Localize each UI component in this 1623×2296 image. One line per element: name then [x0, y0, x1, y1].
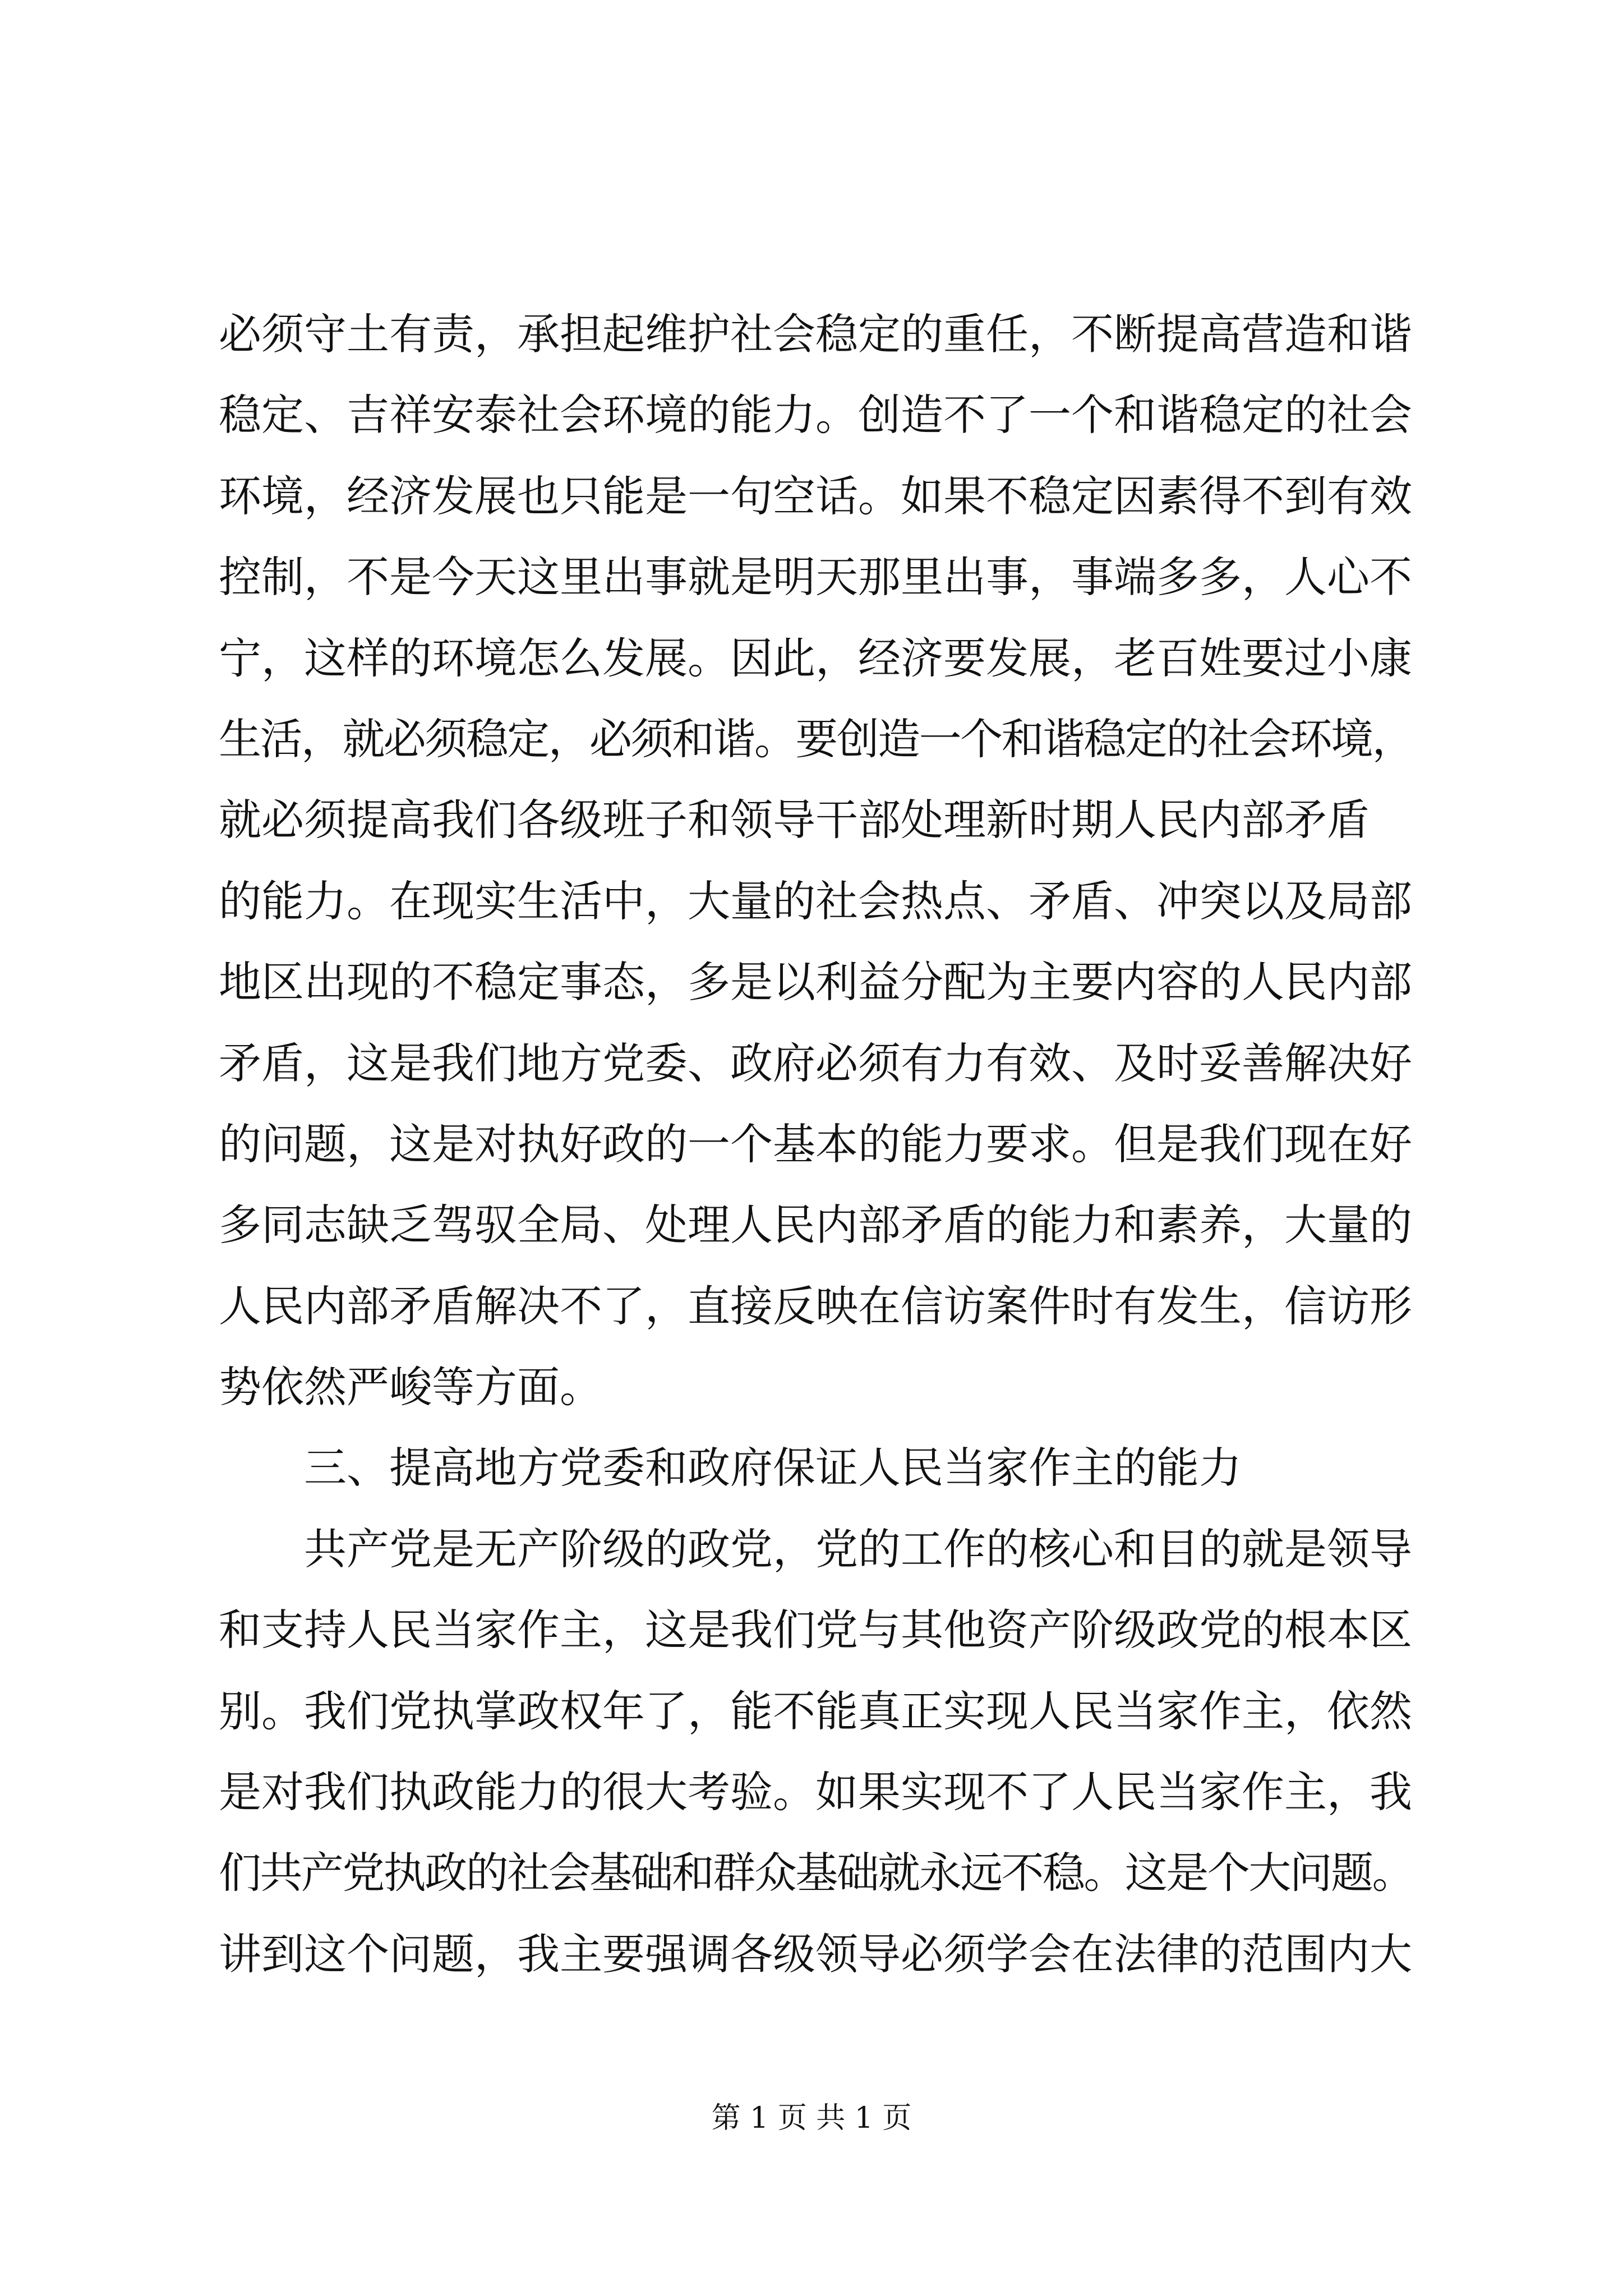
- text-line: 的问题，这是对执好政的一个基本的能力要求。但是我们现在好: [219, 1119, 1412, 1169]
- text-line: 的能力。在现实生活中，大量的社会热点、矛盾、冲突以及局部: [219, 876, 1412, 926]
- body-text: [219, 294, 1413, 1995]
- text-line: 和支持人民当家作主，这是我们党与其他资产阶级政党的根本区: [219, 1605, 1412, 1655]
- text-line: 别。我们党执掌政权年了，能不能真正实现人民当家作主，依然: [219, 1686, 1412, 1736]
- text-line: 势依然严峻等方面。: [219, 1362, 602, 1412]
- text-line: 环境，经济发展也只能是一句空话。如果不稳定因素得不到有效: [219, 471, 1412, 521]
- text-line: 就必须提高我们各级班子和领导干部处理新时期人民内部矛盾: [219, 795, 1370, 845]
- text-line: 多同志缺乏驾驭全局、处理人民内部矛盾的能力和素养，大量的: [219, 1200, 1412, 1250]
- text-line: 稳定、吉祥安泰社会环境的能力。创造不了一个和谐稳定的社会: [219, 390, 1412, 440]
- text-line: 生活，就必须稳定，必须和谐。要创造一个和谐稳定的社会环境，: [219, 714, 1413, 764]
- text-line: 三、提高地方党委和政府保证人民当家作主的能力: [304, 1443, 1242, 1493]
- text-line: 是对我们执政能力的很大考验。如果实现不了人民当家作主，我: [219, 1767, 1412, 1818]
- text-line: 地区出现的不稳定事态，多是以利益分配为主要内容的人民内部: [219, 957, 1412, 1007]
- text-line: 必须守土有责，承担起维护社会稳定的重任，不断提高营造和谐: [219, 309, 1412, 359]
- text-line: 人民内部矛盾解决不了，直接反映在信访案件时有发生，信访形: [219, 1281, 1412, 1331]
- text-line: 们共产党执政的社会基础和群众基础就永远不稳。这是个大问题。: [219, 1848, 1413, 1898]
- text-line: 讲到这个问题，我主要强调各级领导必须学会在法律的范围内大: [219, 1929, 1412, 1979]
- text-line: 矛盾，这是我们地方党委、政府必须有力有效、及时妥善解决好: [219, 1038, 1412, 1088]
- page-footer: 第 1 页 共 1 页: [711, 2101, 912, 2135]
- text-line: 宁，这样的环境怎么发展。因此，经济要发展，老百姓要过小康: [219, 633, 1412, 683]
- text-line: 控制，不是今天这里出事就是明天那里出事，事端多多，人心不: [219, 552, 1412, 602]
- text-line: 共产党是无产阶级的政党，党的工作的核心和目的就是领导: [304, 1524, 1412, 1574]
